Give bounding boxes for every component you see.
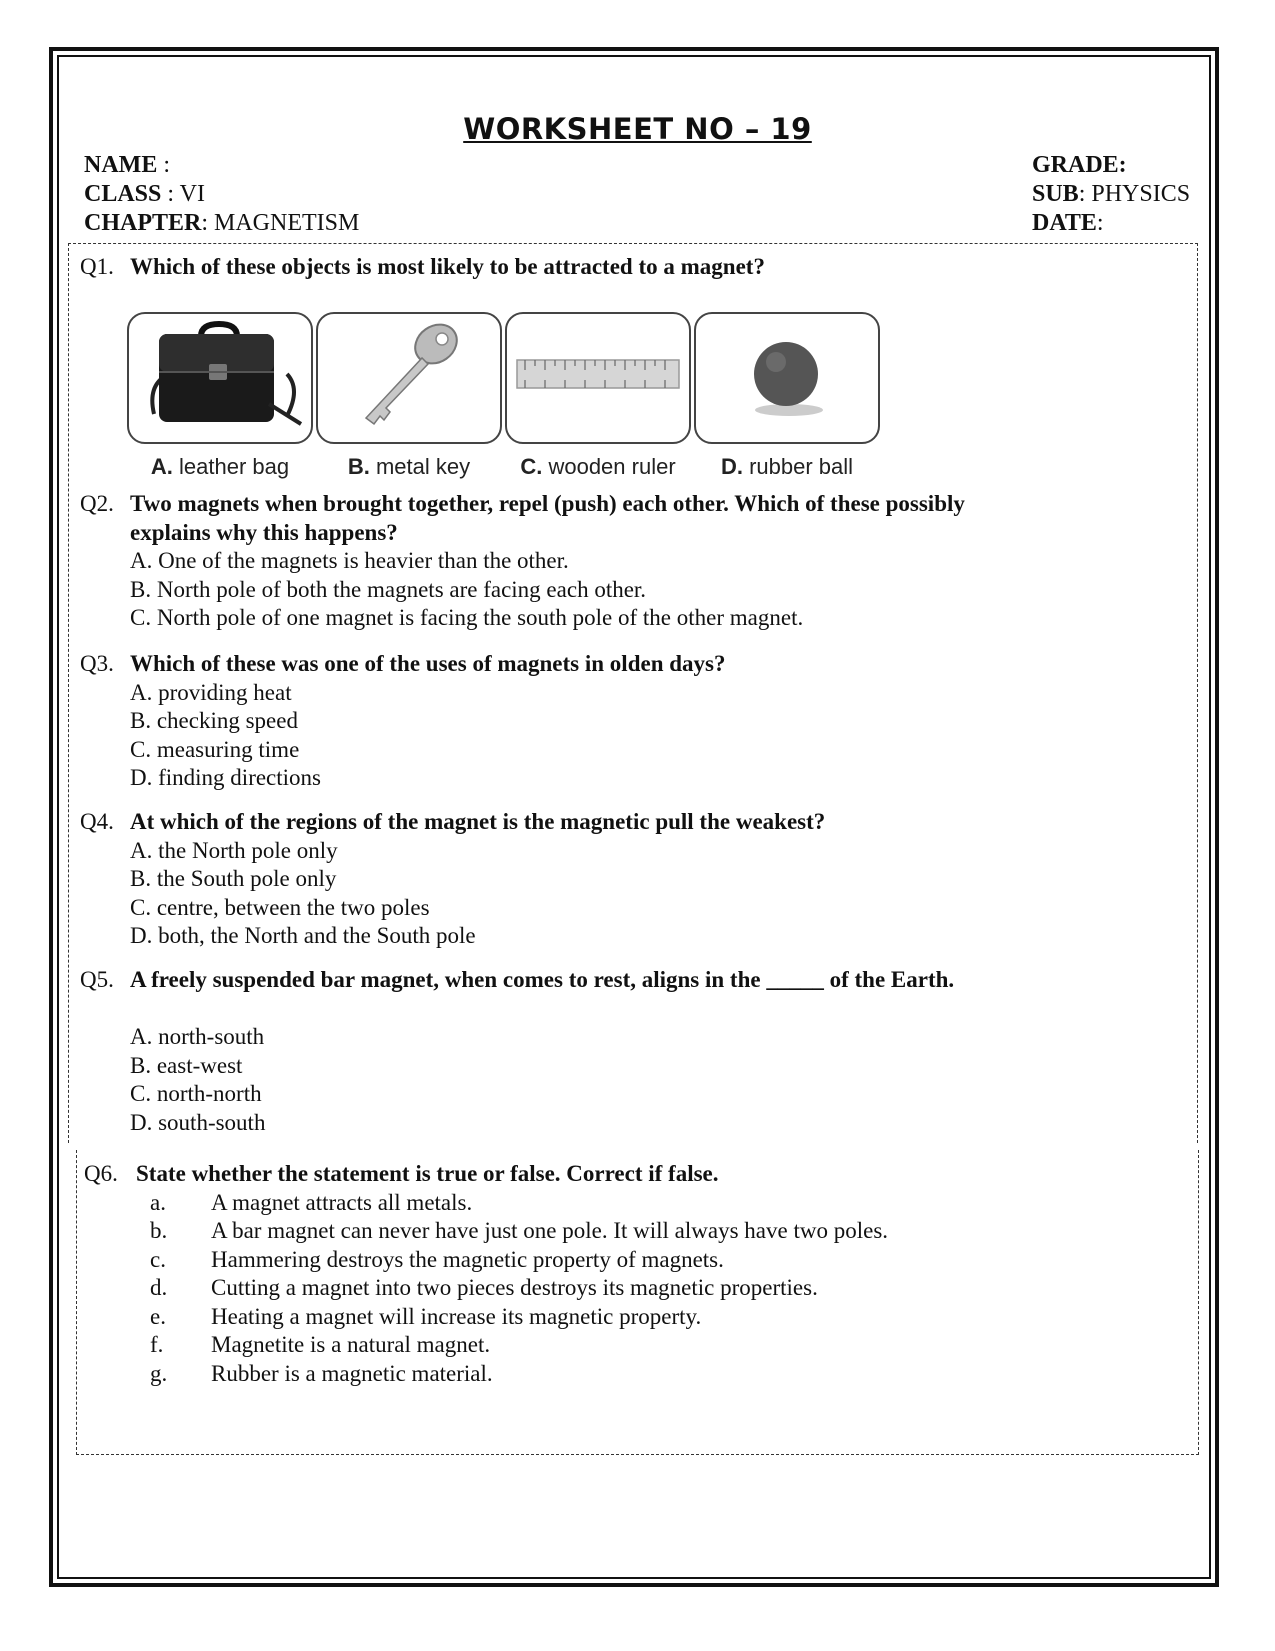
question-text: State whether the statement is true or false. Correct if false. (136, 1161, 719, 1186)
question-options (130, 547, 803, 633)
question-number: Q6. (84, 1161, 118, 1186)
statement-letter: c. (150, 1246, 166, 1272)
statement-text: Heating a magnet will increase its magnetic property. (211, 1303, 702, 1329)
choice-label-d: D. rubber ball (720, 454, 854, 479)
option-c[interactable]: C. measuring time (130, 736, 300, 762)
statement-text: Magnetite is a natural magnet. (211, 1332, 491, 1357)
option-d[interactable]: D. finding directions (130, 765, 321, 790)
choice-card-a[interactable] (127, 312, 313, 444)
option-c[interactable]: C. North pole of one magnet is facing the south pole of the other magnet. (130, 605, 804, 630)
statement-text: A magnet attracts all metals. (211, 1189, 473, 1215)
option-d[interactable]: D. both, the North and the South pole (130, 923, 476, 948)
question-options (130, 679, 321, 793)
option-c[interactable]: C. north-north (130, 1081, 262, 1106)
option-b[interactable]: B. North pole of both the magnets are facing each other. (130, 576, 647, 602)
date-field: DATE: (1032, 210, 1104, 236)
question-text: Which of these was one of the uses of magnets in olden days? (130, 651, 726, 676)
statement-letter: a. (150, 1189, 166, 1215)
student-info (84, 151, 359, 238)
option-a[interactable]: A. the North pole only (130, 837, 338, 863)
question-number: Q2. (80, 491, 114, 516)
question-text: At which of the regions of the magnet is the magnetic pull the weakest? (130, 809, 826, 834)
question-number: Q4. (80, 809, 114, 834)
statement-text: Rubber is a magnetic material. (211, 1360, 493, 1386)
question-number: Q5. (80, 967, 114, 992)
choice-label-a: A. leather bag (150, 454, 290, 479)
option-a[interactable]: A. providing heat (130, 679, 292, 705)
rubber-ball-icon (696, 314, 878, 442)
leather-bag-icon (129, 314, 311, 442)
chapter-field: CHAPTER: MAGNETISM (84, 210, 360, 236)
subject-field: SUB: PHYSICS (1032, 181, 1191, 207)
question-text-line-1: Two magnets when brought together, repel (push) each other. Which of these possibly (130, 491, 965, 516)
grade-field: GRADE: (1032, 152, 1127, 178)
question-number: Q1. (80, 254, 114, 279)
option-b[interactable]: B. checking speed (130, 708, 298, 733)
question-number: Q3. (80, 651, 114, 676)
option-c[interactable]: C. centre, between the two poles (130, 894, 430, 920)
statement-letter: f. (150, 1332, 164, 1357)
wooden-ruler-icon (507, 314, 689, 442)
statement-letter: g. (150, 1360, 168, 1386)
choice-card-d[interactable] (694, 312, 880, 444)
choice-card-b[interactable] (316, 312, 502, 444)
option-a[interactable]: A. north-south (130, 1024, 265, 1049)
question-text: Which of these objects is most likely to be attracted to a magnet? (130, 254, 765, 279)
class-field: CLASS : VI (84, 181, 205, 207)
option-d[interactable]: D. south-south (130, 1109, 266, 1135)
choice-label-b: B. metal key (347, 454, 471, 479)
choice-card-c[interactable] (505, 312, 691, 444)
option-b[interactable]: B. east-west (130, 1052, 243, 1078)
option-b[interactable]: B. the South pole only (130, 866, 337, 891)
statement-letter: e. (150, 1303, 166, 1329)
statement-text: Hammering destroys the magnetic property of magnets. (211, 1246, 724, 1272)
question-text-line-2: explains why this happens? (130, 519, 398, 545)
statement-text: Cutting a magnet into two pieces destroys its magnetic properties. (211, 1275, 818, 1300)
question-options (130, 837, 476, 951)
question-options (130, 1023, 265, 1137)
statement-letter: d. (150, 1275, 168, 1300)
statement-letter: b. (150, 1218, 168, 1243)
course-info (1032, 151, 1190, 238)
statement-text: A bar magnet can never have just one pole. It will always have two poles. (211, 1218, 889, 1243)
metal-key-icon (318, 314, 500, 442)
question-text: A freely suspended bar magnet, when comes to rest, aligns in the _____ of the Earth. (130, 967, 955, 992)
worksheet-title: WORKSHEET NO – 19 (463, 112, 812, 146)
choice-label-c: C. wooden ruler (520, 454, 676, 479)
option-a[interactable]: A. One of the magnets is heavier than the other. (130, 548, 569, 573)
name-field: NAME : (84, 152, 170, 178)
